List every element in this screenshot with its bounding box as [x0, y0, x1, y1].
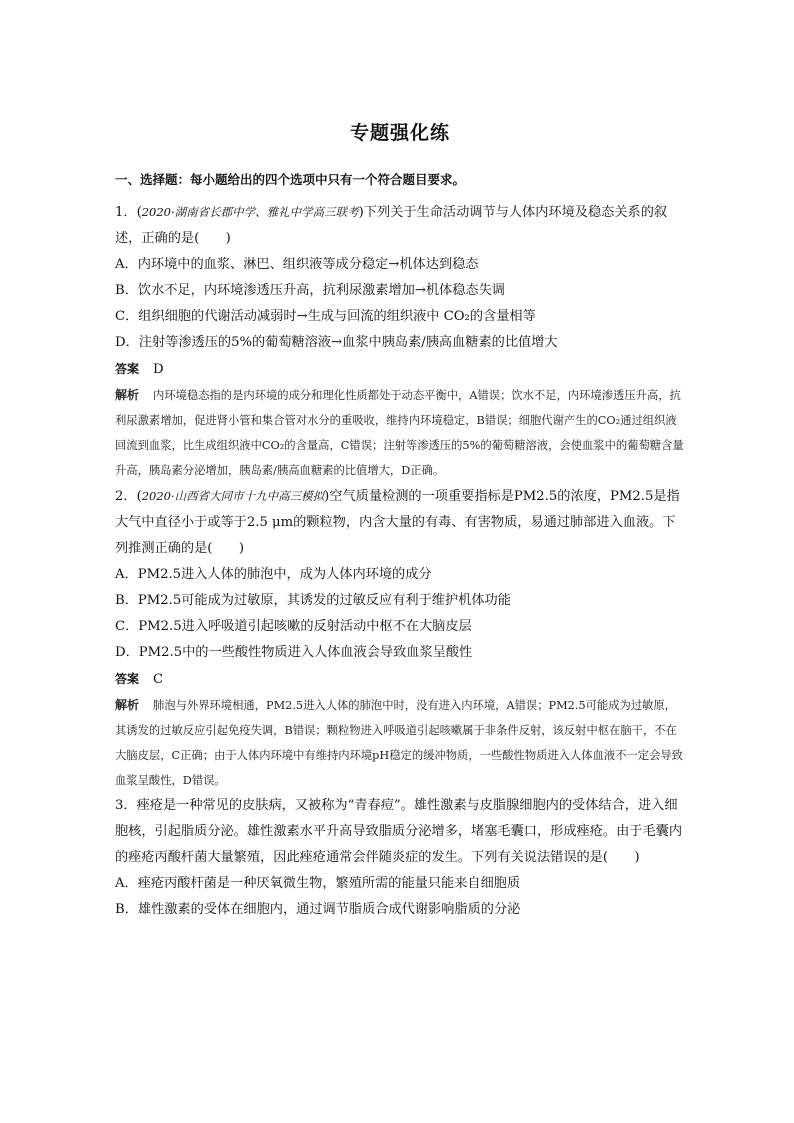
question-1-number: 1．( [115, 205, 142, 220]
section-heading: 一、选择题：每小题给出的四个选项中只有一个符合题目要求。 [115, 172, 466, 187]
question-2-option-a: A．PM2.5进入人体的肺泡中，成为人体内环境的成分 [115, 567, 432, 582]
question-2-option-b: B．PM2.5可能成为过敏原，其诱发的过敏反应有利于维护机体功能 [115, 593, 511, 608]
question-3-stem: 3．痤疮是一种常见的皮肤病，又被称为“青春痘”。雄性激素与皮脂腺细胞内的受体结合，进入细胞核，引起脂质分泌。雄性激素水平升高导致脂质分泌增多，堵塞毛囊口，形成痤疮。由于毛囊内的痤疮丙酸杆菌大量繁殖，因此痤疮通常会伴随炎症的发生。下列有关说法错误的是( ) [115, 798, 683, 865]
page-title: 专题强化练 [349, 122, 450, 144]
question-1 [115, 199, 685, 483]
answer-value: C [153, 672, 164, 687]
answer-label: 答案 [115, 672, 140, 686]
question-2-source: 2020·山西省大同市十九中高三模拟 [141, 489, 325, 503]
question-2-stem [115, 483, 685, 562]
question-1-source: 2020·湖南省长郡中学、雅礼中学高三联考 [141, 205, 359, 219]
question-2 [115, 483, 685, 793]
question-2-number: 2．( [115, 489, 142, 504]
question-3 [115, 793, 685, 923]
question-1-text: )下列关于生命活动调节与人体内环境及稳态关系的叙述，正确的是( ) [115, 205, 668, 246]
question-2-text: )空气质量检测的一项重要指标是PM2.5的浓度，PM2.5是指大气中直径小于或等于2.5 μm的颗粒物，内含大量的有毒、有害物质，易通过肺部进入血液。下列推测正确的是( ) [115, 489, 680, 556]
analysis-text: 肺泡与外界环境相通，PM2.5进入人体的肺泡中时，没有进入内环境，A错误；PM2.5可能成为过敏原，其诱发的过敏反应引起免疫失调，B错误；颗粒物进入呼吸道引起咳嗽属于非条件反射，该反射中枢在脑干，不在大脑皮层，C正确；由于人体内环境中有维持内环境pH稳定的缓冲物质，一些酸性物质进入人体血液不一定会导致血浆呈酸性，D错误。 [115, 699, 683, 787]
question-3-option-b: B．雄性激素的受体在细胞内，通过调节脂质合成代谢影响脂质的分泌 [115, 902, 521, 917]
question-1-stem [115, 199, 685, 252]
question-1-option-a: A．内环境中的血浆、淋巴、组织液等成分稳定→机体达到稳态 [115, 257, 479, 272]
question-1-answer [115, 356, 685, 383]
question-2-option-c: C．PM2.5进入呼吸道引起咳嗽的反射活动中枢不在大脑皮层 [115, 619, 472, 634]
analysis-label: 解析 [115, 388, 140, 402]
analysis-text: 内环境稳态指的是内环境的成分和理化性质都处于动态平衡中，A错误；饮水不足，内环境渗透压升高，抗利尿激素增加，促进肾小管和集合管对水分的重吸收，维持内环境稳定，B错误；细胞代谢产生的CO₂通过组织液回流到血浆，比生成组织液中CO₂的含量高，C错误；注射等渗透压的5%的葡萄糖溶液，会使血浆中的葡萄糖含量升高，胰岛素分泌增加，胰岛素/胰高血糖素的比值增大，D正确。 [115, 389, 684, 477]
answer-value: D [153, 362, 164, 377]
question-2-option-d: D．PM2.5中的一些酸性物质进入人体血液会导致血浆呈酸性 [115, 645, 473, 660]
question-3-option-a: A．痤疮丙酸杆菌是一种厌氧微生物，繁殖所需的能量只能来自细胞质 [115, 876, 521, 891]
worksheet-page [115, 118, 685, 923]
answer-label: 答案 [115, 362, 140, 376]
question-2-analysis [115, 693, 685, 793]
question-1-analysis [115, 383, 685, 483]
question-1-option-b: B．饮水不足，内环境渗透压升高，抗利尿激素增加→机体稳态失调 [115, 283, 505, 298]
question-1-option-d: D．注射等渗透压的5%的葡萄糖溶液→血浆中胰岛素/胰高血糖素的比值增大 [115, 335, 558, 350]
question-2-answer [115, 666, 685, 693]
question-1-option-c: C．组织细胞的代谢活动减弱时→生成与回流的组织液中 CO₂的含量相等 [115, 309, 536, 324]
analysis-label: 解析 [115, 698, 140, 712]
